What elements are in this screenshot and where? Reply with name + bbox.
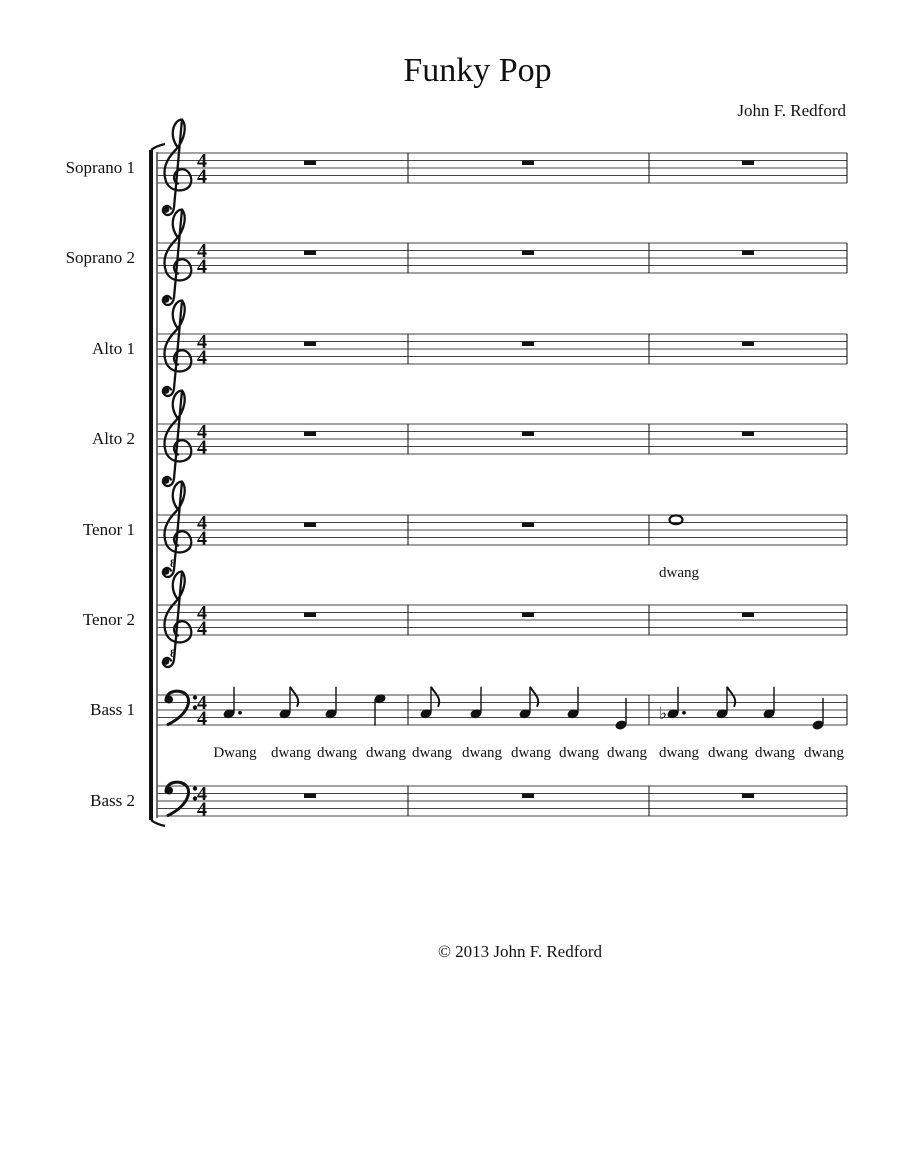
whole-rest xyxy=(522,613,534,618)
time-sig-denominator: 4 xyxy=(197,707,207,730)
part-label: Soprano 2 xyxy=(65,248,135,267)
whole-rest xyxy=(304,432,316,437)
augmentation-dot xyxy=(238,711,242,715)
whole-rest xyxy=(522,523,534,528)
whole-rest xyxy=(522,161,534,166)
staff-2 xyxy=(66,210,847,305)
part-label: Alto 1 xyxy=(92,339,135,358)
whole-rest xyxy=(304,523,316,528)
lyric: dwang xyxy=(271,745,311,761)
treble-clef-icon xyxy=(163,210,192,305)
whole-rest xyxy=(304,342,316,347)
lyric: dwang xyxy=(511,745,551,761)
bass-clef-icon xyxy=(165,782,197,815)
part-label: Alto 2 xyxy=(92,429,135,448)
whole-rest xyxy=(304,161,316,166)
time-sig-denominator: 4 xyxy=(197,165,207,188)
lyric: dwang xyxy=(607,745,647,761)
bass-clef-icon xyxy=(165,691,197,724)
part-label: Tenor 1 xyxy=(82,520,135,539)
time-sig-denominator: 4 xyxy=(197,255,207,278)
augmentation-dot xyxy=(682,711,686,715)
part-label: Soprano 1 xyxy=(65,158,135,177)
time-sig-numerator: 4 xyxy=(197,421,207,443)
part-label: Tenor 2 xyxy=(82,610,135,629)
treble-clef-icon xyxy=(163,301,192,396)
whole-rest xyxy=(522,251,534,256)
note-flag xyxy=(290,687,298,707)
time-sig-numerator: 4 xyxy=(197,602,207,624)
note xyxy=(518,687,538,720)
note xyxy=(419,687,439,720)
staff-1 xyxy=(66,120,847,215)
lyric: dwang xyxy=(366,745,406,761)
flat-sign: ♭ xyxy=(658,703,668,723)
lyric: dwang xyxy=(559,745,599,761)
system-bracket xyxy=(151,144,165,826)
lyric: dwang xyxy=(462,745,502,761)
lyric: dwang xyxy=(317,745,357,761)
time-sig-numerator: 4 xyxy=(197,692,207,714)
time-sig-denominator: 4 xyxy=(197,527,207,550)
octave-marking: 8 xyxy=(170,646,176,660)
whole-rest xyxy=(304,794,316,799)
lyric: dwang xyxy=(755,745,795,761)
copyright-notice: © 2013 John F. Redford xyxy=(437,942,603,961)
octave-marking: 8 xyxy=(170,556,176,570)
note xyxy=(278,687,298,720)
time-sig-denominator: 4 xyxy=(197,436,207,459)
note xyxy=(715,687,735,720)
whole-rest xyxy=(522,342,534,347)
lyric: dwang xyxy=(708,745,748,761)
time-sig-denominator: 4 xyxy=(197,617,207,640)
whole-rest xyxy=(742,342,754,347)
time-sig-numerator: 4 xyxy=(197,240,207,262)
time-sig-numerator: 4 xyxy=(197,150,207,172)
lyric: Dwang xyxy=(213,745,257,761)
note-flag xyxy=(530,687,538,707)
whole-rest xyxy=(742,613,754,618)
part-label: Bass 1 xyxy=(90,700,135,719)
lyric: dwang xyxy=(412,745,452,761)
note xyxy=(762,687,775,720)
staff-3 xyxy=(92,301,847,396)
staff-5 xyxy=(83,482,847,577)
note xyxy=(469,687,482,720)
treble-clef-icon xyxy=(163,120,192,215)
whole-rest xyxy=(742,161,754,166)
lyric: dwang xyxy=(659,565,699,581)
lyric: dwang xyxy=(804,745,844,761)
note-flag xyxy=(727,687,735,707)
treble-clef-icon xyxy=(163,572,192,667)
part-label: Bass 2 xyxy=(90,791,135,810)
staff-8 xyxy=(90,782,847,820)
time-sig-numerator: 4 xyxy=(197,783,207,805)
time-sig-numerator: 4 xyxy=(197,331,207,353)
note xyxy=(566,687,579,720)
whole-rest xyxy=(742,432,754,437)
lyric: dwang xyxy=(659,745,699,761)
time-sig-denominator: 4 xyxy=(197,798,207,821)
note-flag xyxy=(431,687,439,707)
whole-rest xyxy=(522,794,534,799)
note xyxy=(324,687,337,720)
treble-clef-icon xyxy=(163,482,192,577)
treble-clef-icon xyxy=(163,391,192,486)
composer-name: John F. Redford xyxy=(737,101,846,120)
whole-rest xyxy=(304,251,316,256)
time-sig-denominator: 4 xyxy=(197,346,207,369)
whole-rest xyxy=(742,251,754,256)
note xyxy=(373,693,386,726)
staff-6 xyxy=(83,572,847,667)
score-title: Funky Pop xyxy=(403,52,552,89)
note xyxy=(222,687,242,720)
staff-4 xyxy=(92,391,847,486)
whole-rest xyxy=(522,432,534,437)
time-sig-numerator: 4 xyxy=(197,512,207,534)
whole-rest xyxy=(304,613,316,618)
whole-rest xyxy=(742,794,754,799)
